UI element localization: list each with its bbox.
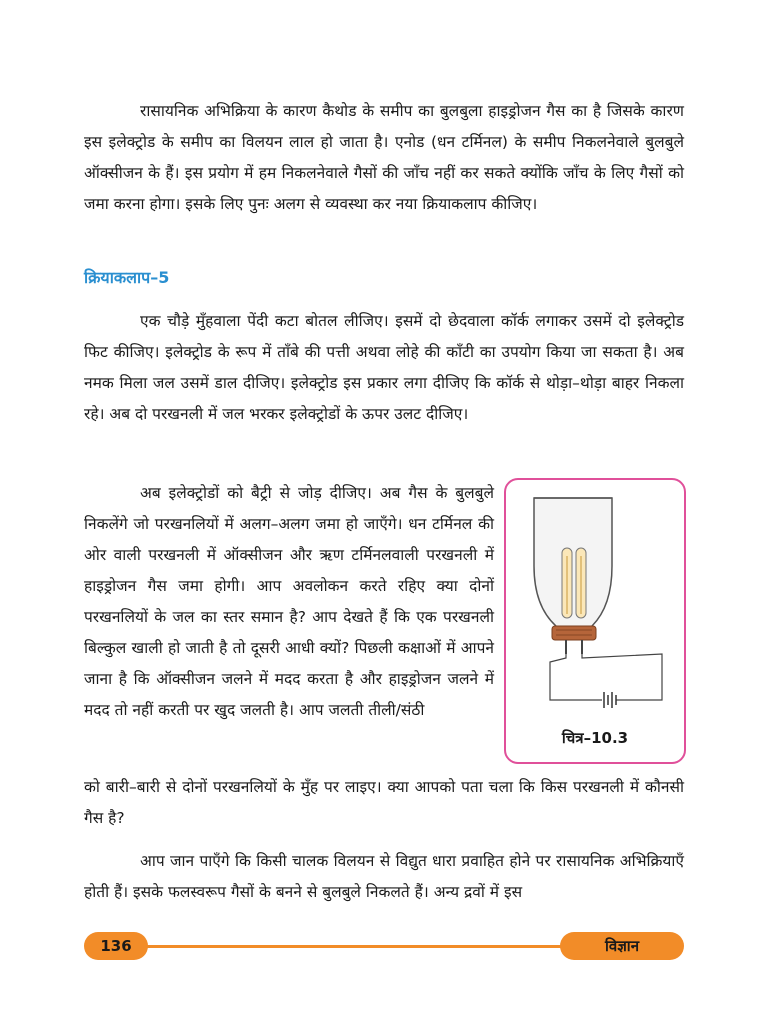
activity-heading: क्रियाकलाप–5 — [84, 268, 170, 287]
bottle-shape — [534, 498, 612, 634]
paragraph-activity-setup: एक चौड़े मुँहवाला पेंदी कटा बोतल लीजिए। इसमें दो छेदवाला कॉर्क लगाकर उसमें दो इलेक्ट्रोड फिट कीजिए। इलेक्ट्रोड के रूप में ताँबे की पत्ती अथवा लोहे की काँटी का उपयोग किया जा सकता है। अब नमक मिला जल उसमें डाल दीजिए। इलेक्ट्रोड इस प्रकार लगा दीजिए कि कॉर्क से थोड़ा–थोड़ा बाहर निकला रहे। अब दो परखनली में जल भरकर इलेक्ट्रोडों के ऊपर उलट दीजिए। — [84, 312, 684, 423]
electrolysis-apparatus-illustration — [512, 486, 678, 722]
figure-caption: चित्र–10.3 — [561, 729, 629, 747]
cork — [552, 626, 596, 640]
footer-divider — [120, 945, 590, 948]
wire-left — [550, 654, 602, 700]
subject-label: विज्ञान — [560, 932, 684, 960]
page-number: 136 — [84, 932, 148, 960]
paragraph-gas-collection: अब इलेक्ट्रोडों को बैट्री से जोड़ दीजिए। अब गैस के बुलबुले निकलेंगे जो परखनलियों में अलग–अलग जमा हो जाएँगे। धन टर्मिनल की ओर वाली परखनली में ऑक्सीजन और ऋण टर्मिनलवाली परखनली में हाइड्रोजन गैस जमा होगी। आप अवलोकन करते रहिए क्या दोनों परखनलियों के जल का स्तर समान है? आप देखते हैं कि एक परखनली बिल्कुल खाली हो जाती है तो दूसरी आधी क्यों? पिछली कक्षाओं में आपने जाना है कि ऑक्सीजन जलने में मदद करता है और हाइड्रोजन जलने में मदद तो नहीं करती पर खुद जलती है। आप जलती तीली/संठी — [84, 484, 494, 719]
paragraph-gas-collection-continued: को बारी–बारी से दोनों परखनलियों के मुँह पर लाइए। क्या आपको पता चला कि किस परखनली में कौनसी गैस है? — [84, 778, 684, 827]
paragraph-conclusion: आप जान पाएँगे कि किसी चालक विलयन से विद्युत धारा प्रवाहित होने पर रासायनिक अभिक्रियाएँ होती हैं। इसके फलस्वरूप गैसों के बनने से बुलबुले निकलते हैं। अन्य द्रवों में इस — [84, 852, 684, 901]
figure-10-3 — [504, 478, 686, 764]
paragraph-electrolysis-result: रासायनिक अभिक्रिया के कारण कैथोड के समीप का बुलबुला हाइड्रोजन गैस का है जिसके कारण इस इलेक्ट्रोड के समीप का विलयन लाल हो जाता है। एनोड (धन टर्मिनल) के समीप निकलनेवाले बुलबुले ऑक्सीजन के हैं। इस प्रयोग में हम निकलनेवाले गैसों की जाँच नहीं कर सकते क्योंकि जाँच के लिए गैसों को जमा करना होगा। इसके लिए पुनः अलग से व्यवस्था कर नया क्रियाकलाप कीजिए। — [84, 102, 684, 213]
wire-right — [582, 654, 662, 700]
